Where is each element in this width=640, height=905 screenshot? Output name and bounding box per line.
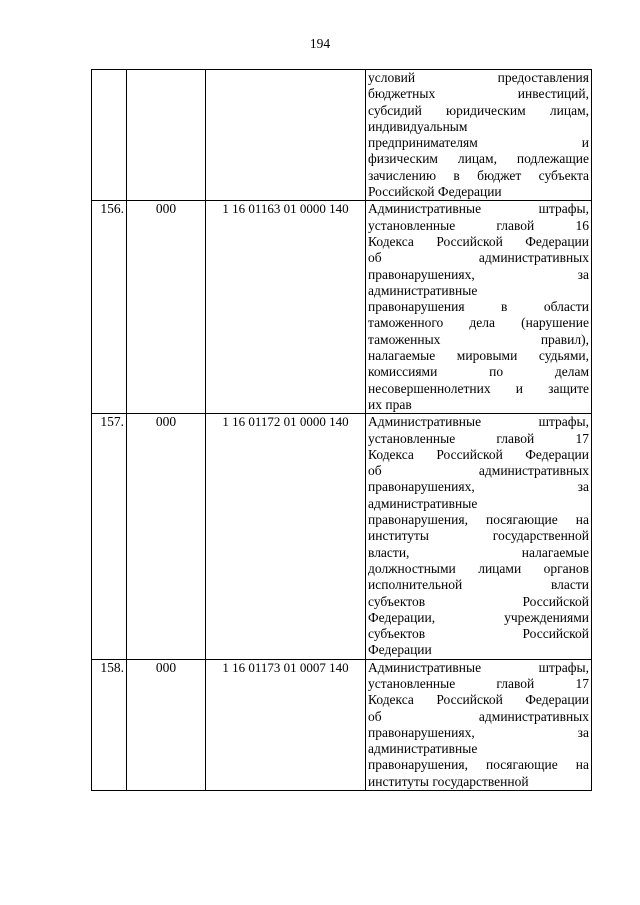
revenue-name-line: несовершеннолетних и защите [368,380,589,396]
revenue-name-line: субъектов Российской [368,593,589,609]
revenue-name-line: административные [368,495,478,511]
revenue-name-line: правонарушениях, за [368,479,589,495]
budget-revenue-table [91,69,592,791]
revenue-name-line: об административных [368,708,589,724]
revenue-name-line: таможенных правил), [368,331,589,347]
revenue-name-line: Административные штрафы, [368,201,589,217]
revenue-name-line: Федерации [368,642,432,658]
revenue-name-line: институты государственной [368,528,589,544]
administrator-code-cell: 000 [127,201,206,414]
row-number-cell: 158. [92,659,127,790]
revenue-name-line: исполнительной власти [368,577,589,593]
revenue-name-line: административные [368,282,478,298]
revenue-name-line: таможенного дела (нарушение [368,315,589,331]
row-number-cell [92,70,127,201]
table-row [92,201,592,414]
budget-classification-code-cell [206,70,366,201]
revenue-name-line: физическим лицам, подлежащие [368,151,589,167]
revenue-name-line: правонарушения в области [368,299,589,315]
revenue-name-line: комиссиями по делам [368,364,589,380]
revenue-name-line: индивидуальным [368,118,468,134]
budget-classification-code-cell: 1 16 01173 01 0007 140 [206,659,366,790]
revenue-name-line: Российской Федерации [368,184,502,200]
revenue-name-line: установленные главой 17 [368,430,589,446]
revenue-name-line: правонарушения, посягающие на [368,512,589,528]
table-row [92,659,592,790]
revenue-name-line: предпринимателям и [368,135,589,151]
administrator-code-cell: 000 [127,659,206,790]
revenue-name-cell [366,659,592,790]
table-row [92,414,592,659]
revenue-name-cell [366,70,592,201]
administrator-code-cell: 000 [127,414,206,659]
revenue-name-line: бюджетных инвестиций, [368,86,589,102]
revenue-name-line: Кодекса Российской Федерации [368,446,589,462]
revenue-name-line: установленные главой 17 [368,675,589,691]
revenue-name-line: об административных [368,463,589,479]
revenue-name-line: Кодекса Российской Федерации [368,233,589,249]
revenue-name-line: должностными лицами органов [368,560,589,576]
revenue-name-line: Кодекса Российской Федерации [368,692,589,708]
revenue-name-cell [366,201,592,414]
revenue-name-line: институты государственной [368,773,529,789]
page-number: 194 [309,36,331,51]
row-number-cell: 157. [92,414,127,659]
revenue-name-line: правонарушениях, за [368,724,589,740]
revenue-name-line: условий предоставления [368,70,589,85]
revenue-name-line: Федерации, учреждениями [368,609,589,625]
revenue-name-line: правонарушениях, за [368,266,589,282]
revenue-name-line: их прав [368,396,412,412]
revenue-name-line: власти, налагаемые [368,544,589,560]
row-number-cell: 156. [92,201,127,414]
revenue-name-line: субсидий юридическим лицам, [368,102,589,118]
budget-classification-code-cell: 1 16 01172 01 0000 140 [206,414,366,659]
budget-classification-code-cell: 1 16 01163 01 0000 140 [206,201,366,414]
revenue-name-line: об административных [368,250,589,266]
administrator-code-cell [127,70,206,201]
revenue-name-line: субъектов Российской [368,626,589,642]
table-row [92,70,592,201]
revenue-name-line: зачислению в бюджет субъекта [368,167,589,183]
revenue-name-line: установленные главой 16 [368,217,589,233]
revenue-name-line: Административные штрафы, [368,659,589,675]
revenue-name-line: налагаемые мировыми судьями, [368,348,589,364]
revenue-name-line: правонарушения, посягающие на [368,757,589,773]
revenue-name-line: административные [368,741,478,757]
revenue-name-cell [366,414,592,659]
revenue-name-line: Административные штрафы, [368,414,589,430]
